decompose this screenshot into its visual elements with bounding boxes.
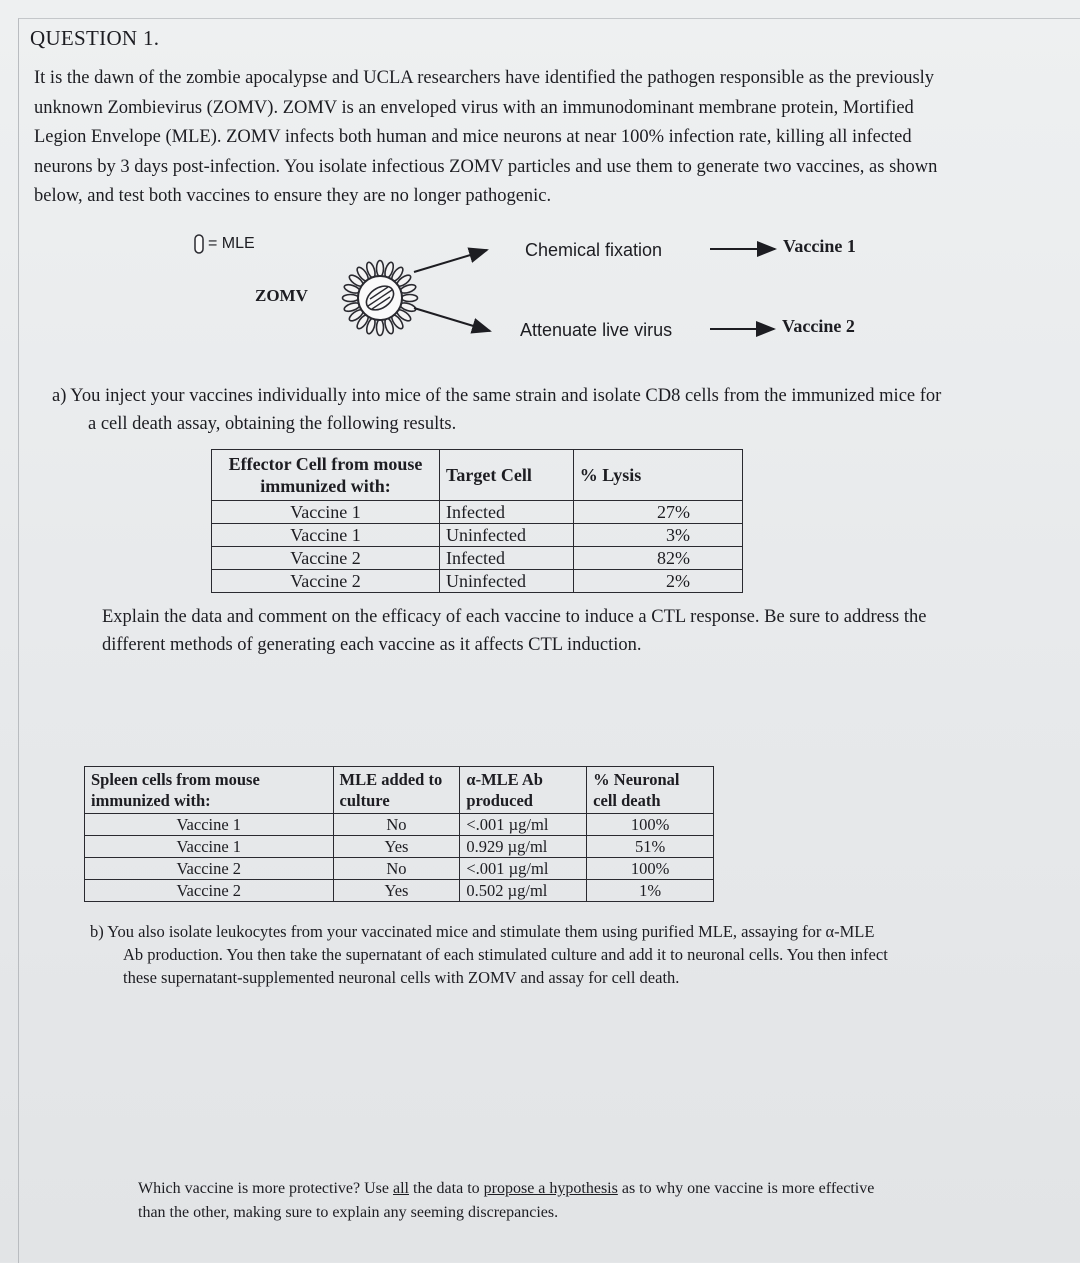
arrow-to-attenuation xyxy=(414,308,490,331)
neuronal-death: 1% xyxy=(587,880,714,902)
percent-lysis: 3% xyxy=(573,524,742,547)
target-cell: Uninfected xyxy=(440,524,574,547)
table-header-row xyxy=(212,450,743,501)
mle-spike xyxy=(343,295,359,302)
table-row xyxy=(212,570,743,593)
final-text: as to why one vaccine is more effective xyxy=(617,1180,875,1197)
intro-line: neurons by 3 days post-infection. You isolate infectious ZOMV particles and use them to generate two vaccines, as shown xyxy=(34,156,938,177)
part-a-prompt xyxy=(52,382,1062,438)
final-question-line xyxy=(138,1177,1068,1201)
table-row xyxy=(85,858,714,880)
table-header-row xyxy=(85,767,714,814)
table-row xyxy=(85,836,714,858)
mle-added: Yes xyxy=(333,836,460,858)
header-ab-produced: α-MLE Ab produced xyxy=(460,767,587,814)
ab-produced: <.001 µg/ml xyxy=(460,858,587,880)
spleen-source: Vaccine 1 xyxy=(85,814,334,836)
intro-line: unknown Zombievirus (ZOMV). ZOMV is an enveloped virus with an immunodominant membrane protein, Mortified xyxy=(34,97,914,118)
target-cell: Infected xyxy=(440,501,574,524)
mle-spike xyxy=(402,295,418,302)
neuronal-death: 100% xyxy=(587,858,714,880)
table-row xyxy=(85,880,714,902)
percent-lysis: 82% xyxy=(573,547,742,570)
part-b-line: Ab production. You then take the supernatant of each stimulated culture and add it to neuronal cells. You then infect xyxy=(123,945,888,964)
effector-cell: Vaccine 1 xyxy=(212,501,440,524)
part-b-line: these supernatant-supplemented neuronal cells with ZOMV and assay for cell death. xyxy=(123,968,680,987)
part-b-prompt xyxy=(90,920,1070,989)
header-percent-lysis: % Lysis xyxy=(573,450,742,501)
table-row xyxy=(85,814,714,836)
zomv-label: ZOMV xyxy=(255,286,308,305)
process-chemical-fixation: Chemical fixation xyxy=(525,240,663,260)
neuronal-death: 51% xyxy=(587,836,714,858)
final-question-line: than the other, making sure to explain any seeming discrepancies. xyxy=(138,1204,559,1221)
target-cell: Infected xyxy=(440,547,574,570)
intro-line: Legion Envelope (MLE). ZOMV infects both human and mice neurons at near 100% infection rate, killing all infected xyxy=(34,127,912,147)
spleen-source: Vaccine 2 xyxy=(85,858,334,880)
table-row xyxy=(212,501,743,524)
mle-spike xyxy=(377,261,384,277)
zomv-virus-icon xyxy=(343,261,418,336)
ab-produced: 0.929 µg/ml xyxy=(460,836,587,858)
final-text: the data to xyxy=(409,1180,484,1197)
neuronal-death: 100% xyxy=(587,814,714,836)
final-question xyxy=(138,1177,1068,1225)
header-target-cell: Target Cell xyxy=(440,450,574,501)
explain-line: different methods of generating each vaccine as it affects CTL induction. xyxy=(102,635,642,655)
header-effector-cell: Effector Cell from mouse immunized with: xyxy=(212,450,440,501)
part-a-line: a) You inject your vaccines individually into mice of the same strain and isolate CD8 cells from the immunized mice for xyxy=(52,386,942,406)
explain-line: Explain the data and comment on the efficacy of each vaccine to induce a CTL response. Be sure to address the xyxy=(102,607,927,627)
spleen-source: Vaccine 1 xyxy=(85,836,334,858)
ctl-lysis-table xyxy=(211,449,743,593)
final-emphasis-hypothesis: propose a hypothesis xyxy=(483,1180,618,1197)
antibody-protection-table xyxy=(84,766,714,902)
mle-legend xyxy=(192,234,255,254)
header-spleen-cells: Spleen cells from mouse immunized with: xyxy=(85,767,334,814)
mle-added: Yes xyxy=(333,880,460,902)
mle-spike xyxy=(377,320,384,336)
percent-lysis: 2% xyxy=(573,570,742,593)
header-neuronal-death: % Neuronal cell death xyxy=(587,767,714,814)
table-row xyxy=(212,524,743,547)
table-row xyxy=(212,547,743,570)
effector-cell: Vaccine 2 xyxy=(212,547,440,570)
final-emphasis-all: all xyxy=(393,1180,409,1197)
effector-cell: Vaccine 2 xyxy=(212,570,440,593)
effector-cell: Vaccine 1 xyxy=(212,524,440,547)
mle-legend-label: = MLE xyxy=(208,235,255,252)
mle-added: No xyxy=(333,858,460,880)
vaccine-2-label: Vaccine 2 xyxy=(782,316,855,336)
vaccine-1-label: Vaccine 1 xyxy=(783,236,856,256)
header-mle-added: MLE added to culture xyxy=(333,767,460,814)
percent-lysis: 27% xyxy=(573,501,742,524)
arrow-to-fixation xyxy=(414,250,487,272)
ab-produced: <.001 µg/ml xyxy=(460,814,587,836)
part-a-line: a cell death assay, obtaining the following results. xyxy=(88,414,457,434)
target-cell: Uninfected xyxy=(440,570,574,593)
part-a-explain-prompt xyxy=(102,603,1062,659)
process-attenuate-live-virus: Attenuate live virus xyxy=(520,320,673,340)
final-text: Which vaccine is more protective? Use xyxy=(138,1180,393,1197)
spleen-source: Vaccine 2 xyxy=(85,880,334,902)
ab-produced: 0.502 µg/ml xyxy=(460,880,587,902)
intro-line: It is the dawn of the zombie apocalypse and UCLA researchers have identified the pathogen responsible as the previously xyxy=(34,68,935,88)
question-title: QUESTION 1. xyxy=(30,26,160,50)
mle-protein-icon xyxy=(192,234,206,254)
intro-line: below, and test both vaccines to ensure they are no longer pathogenic. xyxy=(34,186,552,206)
part-b-line: b) You also isolate leukocytes from your vaccinated mice and stimulate them using purified MLE, assaying for α-MLE xyxy=(90,922,875,941)
mle-added: No xyxy=(333,814,460,836)
